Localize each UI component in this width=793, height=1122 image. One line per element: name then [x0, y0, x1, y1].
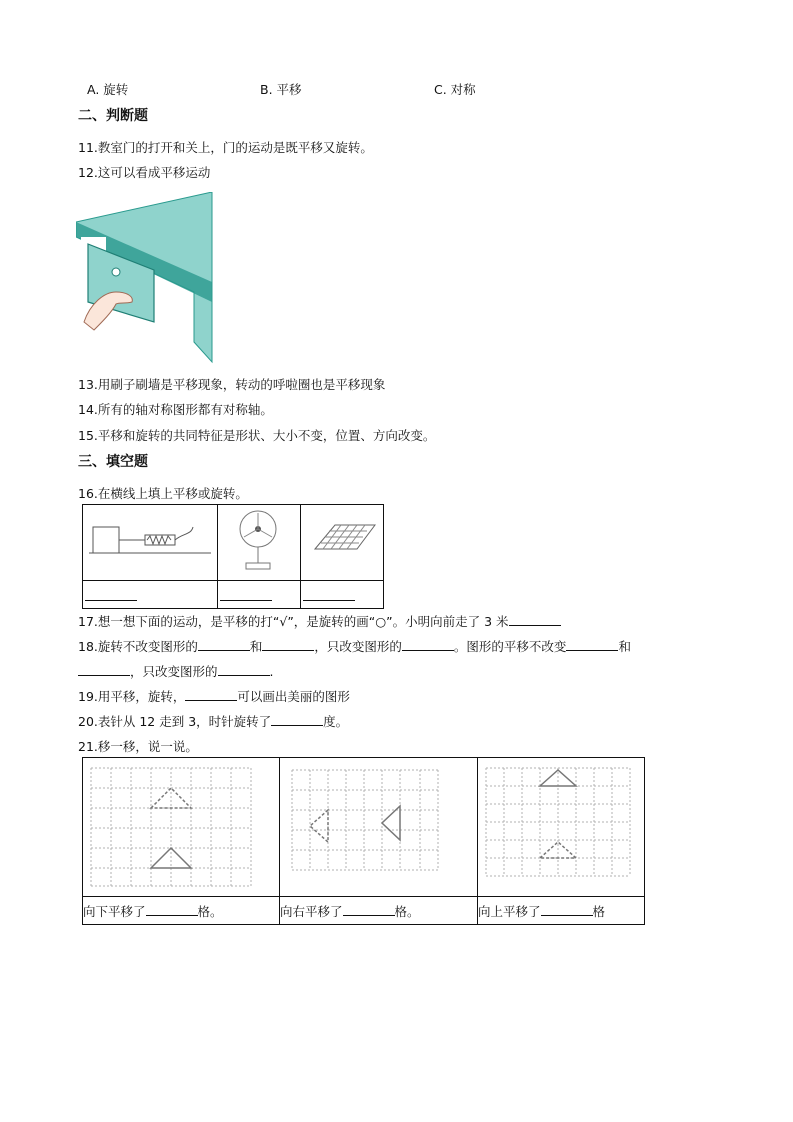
grid-up [478, 758, 644, 893]
label-up-unit: 格 [592, 903, 606, 919]
label-cell-up [478, 897, 645, 925]
question-17 [78, 612, 561, 630]
answer-blank[interactable] [509, 613, 561, 626]
q18-text-1: 18.旋转不改变图形的 [78, 639, 198, 654]
question-13: 13.用刷子刷墙是平移现象，转动的呼啦圈也是平移现象 [78, 377, 386, 392]
drawer-illustration [76, 192, 216, 364]
label-cell-down [83, 897, 280, 925]
grid-right [280, 758, 477, 893]
answer-blank[interactable] [146, 903, 198, 916]
q18-text-2: 和 [249, 639, 263, 654]
picture-cell-grid [301, 505, 384, 581]
grid-cell-up [478, 758, 645, 897]
grid-cell-right [280, 758, 478, 897]
triangle-solid [382, 806, 400, 840]
answer-blank[interactable] [303, 588, 355, 601]
q21-table [82, 757, 645, 925]
q18-text-5: 和 [618, 639, 631, 654]
q18-text-4: 。图形的平移不改变 [453, 639, 567, 654]
question-16: 16.在横线上填上平移或旋转。 [78, 486, 248, 501]
answer-blank[interactable] [541, 903, 593, 916]
label-cell-right [280, 897, 478, 925]
answer-cell-3 [301, 581, 384, 609]
answer-cell-2 [218, 581, 301, 609]
answer-blank[interactable] [185, 688, 237, 701]
drawer-knob [112, 268, 120, 276]
label-right-text: 向右平移了 [280, 903, 343, 919]
fan-picture [218, 505, 300, 577]
question-15: 15.平移和旋转的共同特征是形状、大小不变，位置、方向改变。 [78, 428, 436, 443]
answer-cell-1 [83, 581, 218, 609]
picture-cell-fan [218, 505, 301, 581]
q16-table [82, 504, 384, 609]
question-18-line-1 [78, 637, 631, 655]
question-11: 11.教室门的打开和关上，门的运动是既平移又旋转。 [78, 140, 373, 155]
option-a: A. 旋转 [87, 82, 129, 97]
triangle-dotted [310, 810, 328, 842]
q19-text-2: 可以画出美丽的图形 [237, 689, 350, 704]
answer-blank[interactable] [198, 638, 250, 651]
answer-blank[interactable] [78, 663, 130, 676]
question-19 [78, 687, 350, 705]
question-18-line-2 [78, 662, 274, 680]
q20-text-2: 度。 [323, 714, 349, 729]
grid-cell-down [83, 758, 280, 897]
option-b: B. 平移 [260, 82, 302, 97]
answer-blank[interactable] [220, 588, 272, 601]
question-20 [78, 712, 348, 730]
section-title-judgement: 二、判断题 [78, 108, 148, 124]
label-down-unit: 格。 [197, 903, 223, 919]
q18-text-3: ，只改变图形的 [314, 639, 402, 654]
question-14: 14.所有的轴对称图形都有对称轴。 [78, 402, 273, 417]
box-spring-picture [83, 505, 217, 577]
answer-blank[interactable] [566, 638, 618, 651]
label-down-text: 向下平移了 [83, 903, 146, 919]
label-right-unit: 格。 [394, 903, 420, 919]
grid-picture [301, 505, 383, 577]
q19-text-1: 19.用平移，旋转， [78, 689, 186, 704]
answer-blank[interactable] [262, 638, 314, 651]
section-title-fill-blank: 三、填空题 [78, 454, 148, 470]
q18-text-6: ，只改变图形的 [130, 664, 218, 679]
answer-blank[interactable] [271, 713, 323, 726]
question-21: 21.移一移，说一说。 [78, 739, 198, 754]
option-c: C. 对称 [434, 82, 476, 97]
grid-down [83, 758, 279, 893]
question-12: 12.这可以看成平移运动 [78, 165, 211, 180]
picture-cell-box-spring [83, 505, 218, 581]
answer-blank[interactable] [85, 588, 137, 601]
q20-text-1: 20.表针从 12 走到 3，时针旋转了 [78, 714, 272, 729]
question-17-text: 17.想一想下面的运动，是平移的打“√”，是旋转的画“○”。小明向前走了 3 米 [78, 614, 509, 629]
answer-blank[interactable] [218, 663, 270, 676]
label-up-text: 向上平移了 [478, 903, 541, 919]
answer-blank[interactable] [343, 903, 395, 916]
answer-blank[interactable] [402, 638, 454, 651]
q18-text-7: . [269, 664, 274, 679]
